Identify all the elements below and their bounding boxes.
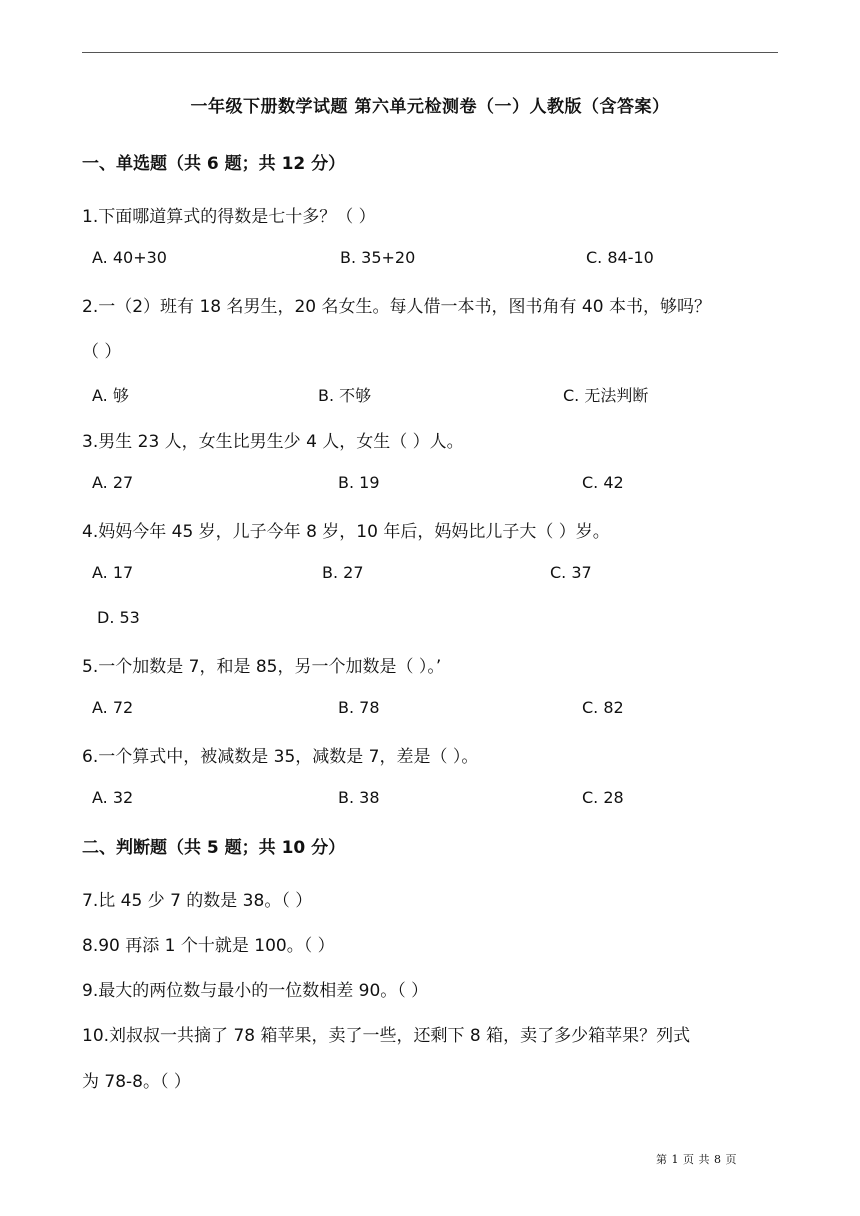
q4-option-c: C. 37 [550,563,592,582]
q5-option-b: B. 78 [338,698,380,717]
question-2: 2.一（2）班有 18 名男生，20 名女生。每人借一本书，图书角有 40 本书，够吗？ [82,297,711,317]
q1-option-a: A. 40+30 [92,248,167,267]
q5-option-c: C. 82 [582,698,624,717]
question-9: 9.最大的两位数与最小的一位数相差 90。（ ） [82,981,429,1001]
q3-option-a: A. 27 [92,473,134,492]
q3-option-c: C. 42 [582,473,624,492]
question-8: 8.90 再添 1 个十就是 100。（ ） [82,936,335,956]
question-6: 6.一个算式中，被减数是 35，减数是 7，差是（ ）。 [82,747,479,767]
q6-option-a: A. 32 [92,788,134,807]
q6-option-b: B. 38 [338,788,380,807]
q2-option-b: B. 不够 [318,386,372,405]
q4-option-b: B. 27 [322,563,364,582]
question-4: 4.妈妈今年 45 岁，儿子今年 8 岁，10 年后，妈妈比儿子大（ ）岁。 [82,522,610,542]
question-5: 5.一个加数是 7，和是 85，另一个加数是（ ）。’ [82,657,442,677]
section-heading-true-false: 二、判断题（共 5 题；共 10 分） [82,838,346,858]
q3-option-b: B. 19 [338,473,380,492]
header-rule [82,52,778,53]
page-number-footer: 第 1 页 共 8 页 [656,1153,737,1166]
q4-option-d: D. 53 [97,608,140,627]
q4-option-a: A. 17 [92,563,134,582]
document-title: 一年级下册数学试题 第六单元检测卷（一）人教版（含答案） [190,97,670,117]
question-10: 10.刘叔叔一共摘了 78 箱苹果，卖了一些，还剩下 8 箱，卖了多少箱苹果？列式 [82,1026,691,1046]
q2-option-a: A. 够 [92,386,129,405]
q6-option-c: C. 28 [582,788,624,807]
q1-option-c: C. 84-10 [586,248,654,267]
q5-option-a: A. 72 [92,698,134,717]
q1-option-b: B. 35+20 [340,248,416,267]
question-1: 1.下面哪道算式的得数是七十多？（ ） [82,207,376,227]
q2-option-c: C. 无法判断 [563,386,649,405]
question-3: 3.男生 23 人，女生比男生少 4 人，女生（ ）人。 [82,432,464,452]
section-heading-single-choice: 一、单选题（共 6 题；共 12 分） [82,154,346,174]
question-10-continued: 为 78-8。（ ） [82,1072,191,1092]
question-7: 7.比 45 少 7 的数是 38。（ ） [82,891,313,911]
question-2-continued: （ ） [82,342,122,362]
